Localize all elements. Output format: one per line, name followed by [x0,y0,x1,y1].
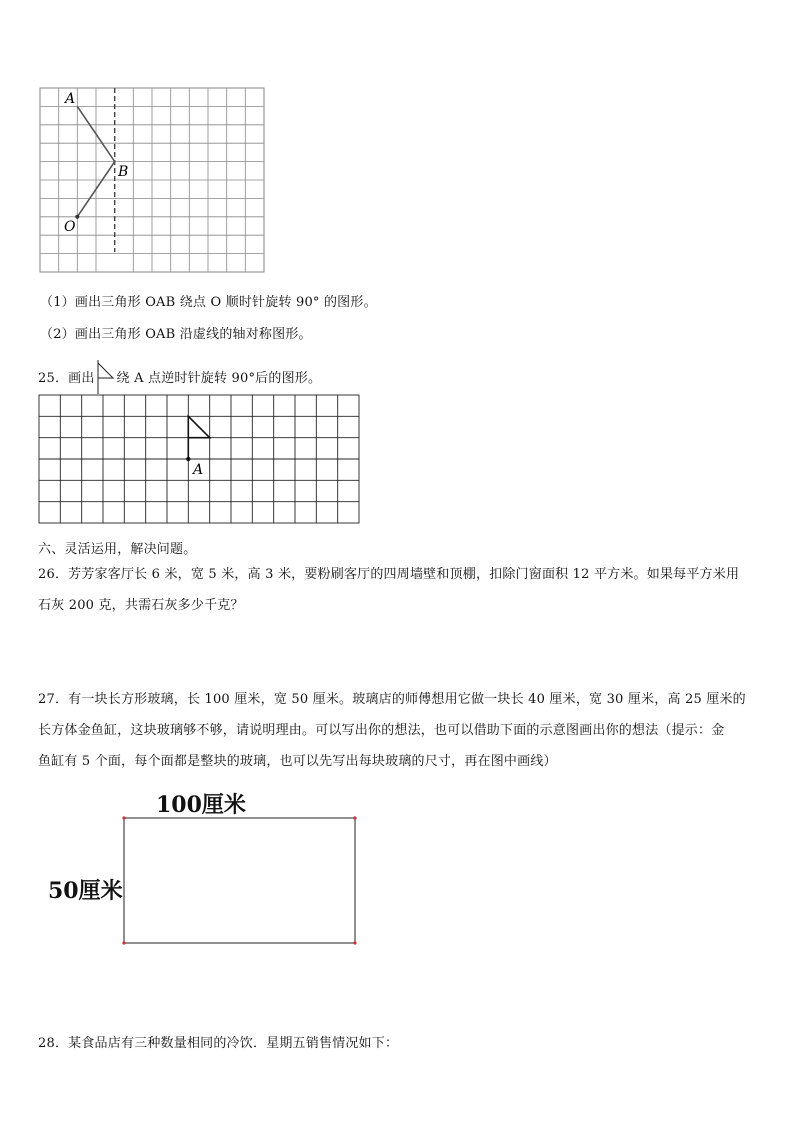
label-b: B [118,164,129,180]
section-6-title: 六、灵活运用，解决问题。 [38,542,197,557]
label-a: A [65,91,76,107]
glass-length-label: 100厘米 [156,792,246,818]
point-o [75,215,79,219]
q25-text [38,360,321,394]
q27-line3: 鱼缸有 5 个面，每个面都是整块的玻璃，也可以先写出每块玻璃的尺寸，再在图中画线） [38,754,557,769]
flag-shape-icon [96,360,116,394]
q25-grid [38,394,362,526]
flag-figure [188,416,209,459]
q27-line2: 长方体金鱼缸，这块玻璃够不够，请说明理由。可以写出你的想法，也可以借助下面的示意图画出你的想法（提示：金 [38,723,725,738]
figure-triangle-oab-grid [38,86,268,276]
q26-line2: 石灰 200 克，共需石灰多少千克？ [38,598,244,613]
grid-label-a: A [193,462,204,478]
q25-prefix: 25．画出 [38,371,95,386]
q24-part2: （2）画出三角形 OAB 沿虚线的轴对称图形。 [40,327,312,342]
q27-line1: 27．有一块长方形玻璃，长 100 厘米，宽 50 厘米。玻璃店的师傅想用它做一块长 40 厘米，宽 30 厘米，高 25 厘米的 [38,692,746,707]
glass-width-label: 50厘米 [48,878,123,904]
glass-rectangle [120,814,360,948]
q26-line1: 26．芳芳家客厅长 6 米，宽 5 米，高 3 米，要粉刷客厅的四周墙壁和顶棚，扣除门窗面积 12 平方米。如果每平方米用 [38,567,740,582]
q28-text: 28．某食品店有三种数量相同的冷饮．星期五销售情况如下： [38,1036,399,1051]
grid-lines [40,88,264,272]
q25-suffix: 绕 A 点逆时针旋转 90°后的图形。 [116,371,322,386]
q24-part1: （1）画出三角形 OAB 绕点 O 顺时针旋转 90° 的图形。 [40,295,377,310]
point-a [186,457,190,461]
label-o: O [64,219,76,235]
